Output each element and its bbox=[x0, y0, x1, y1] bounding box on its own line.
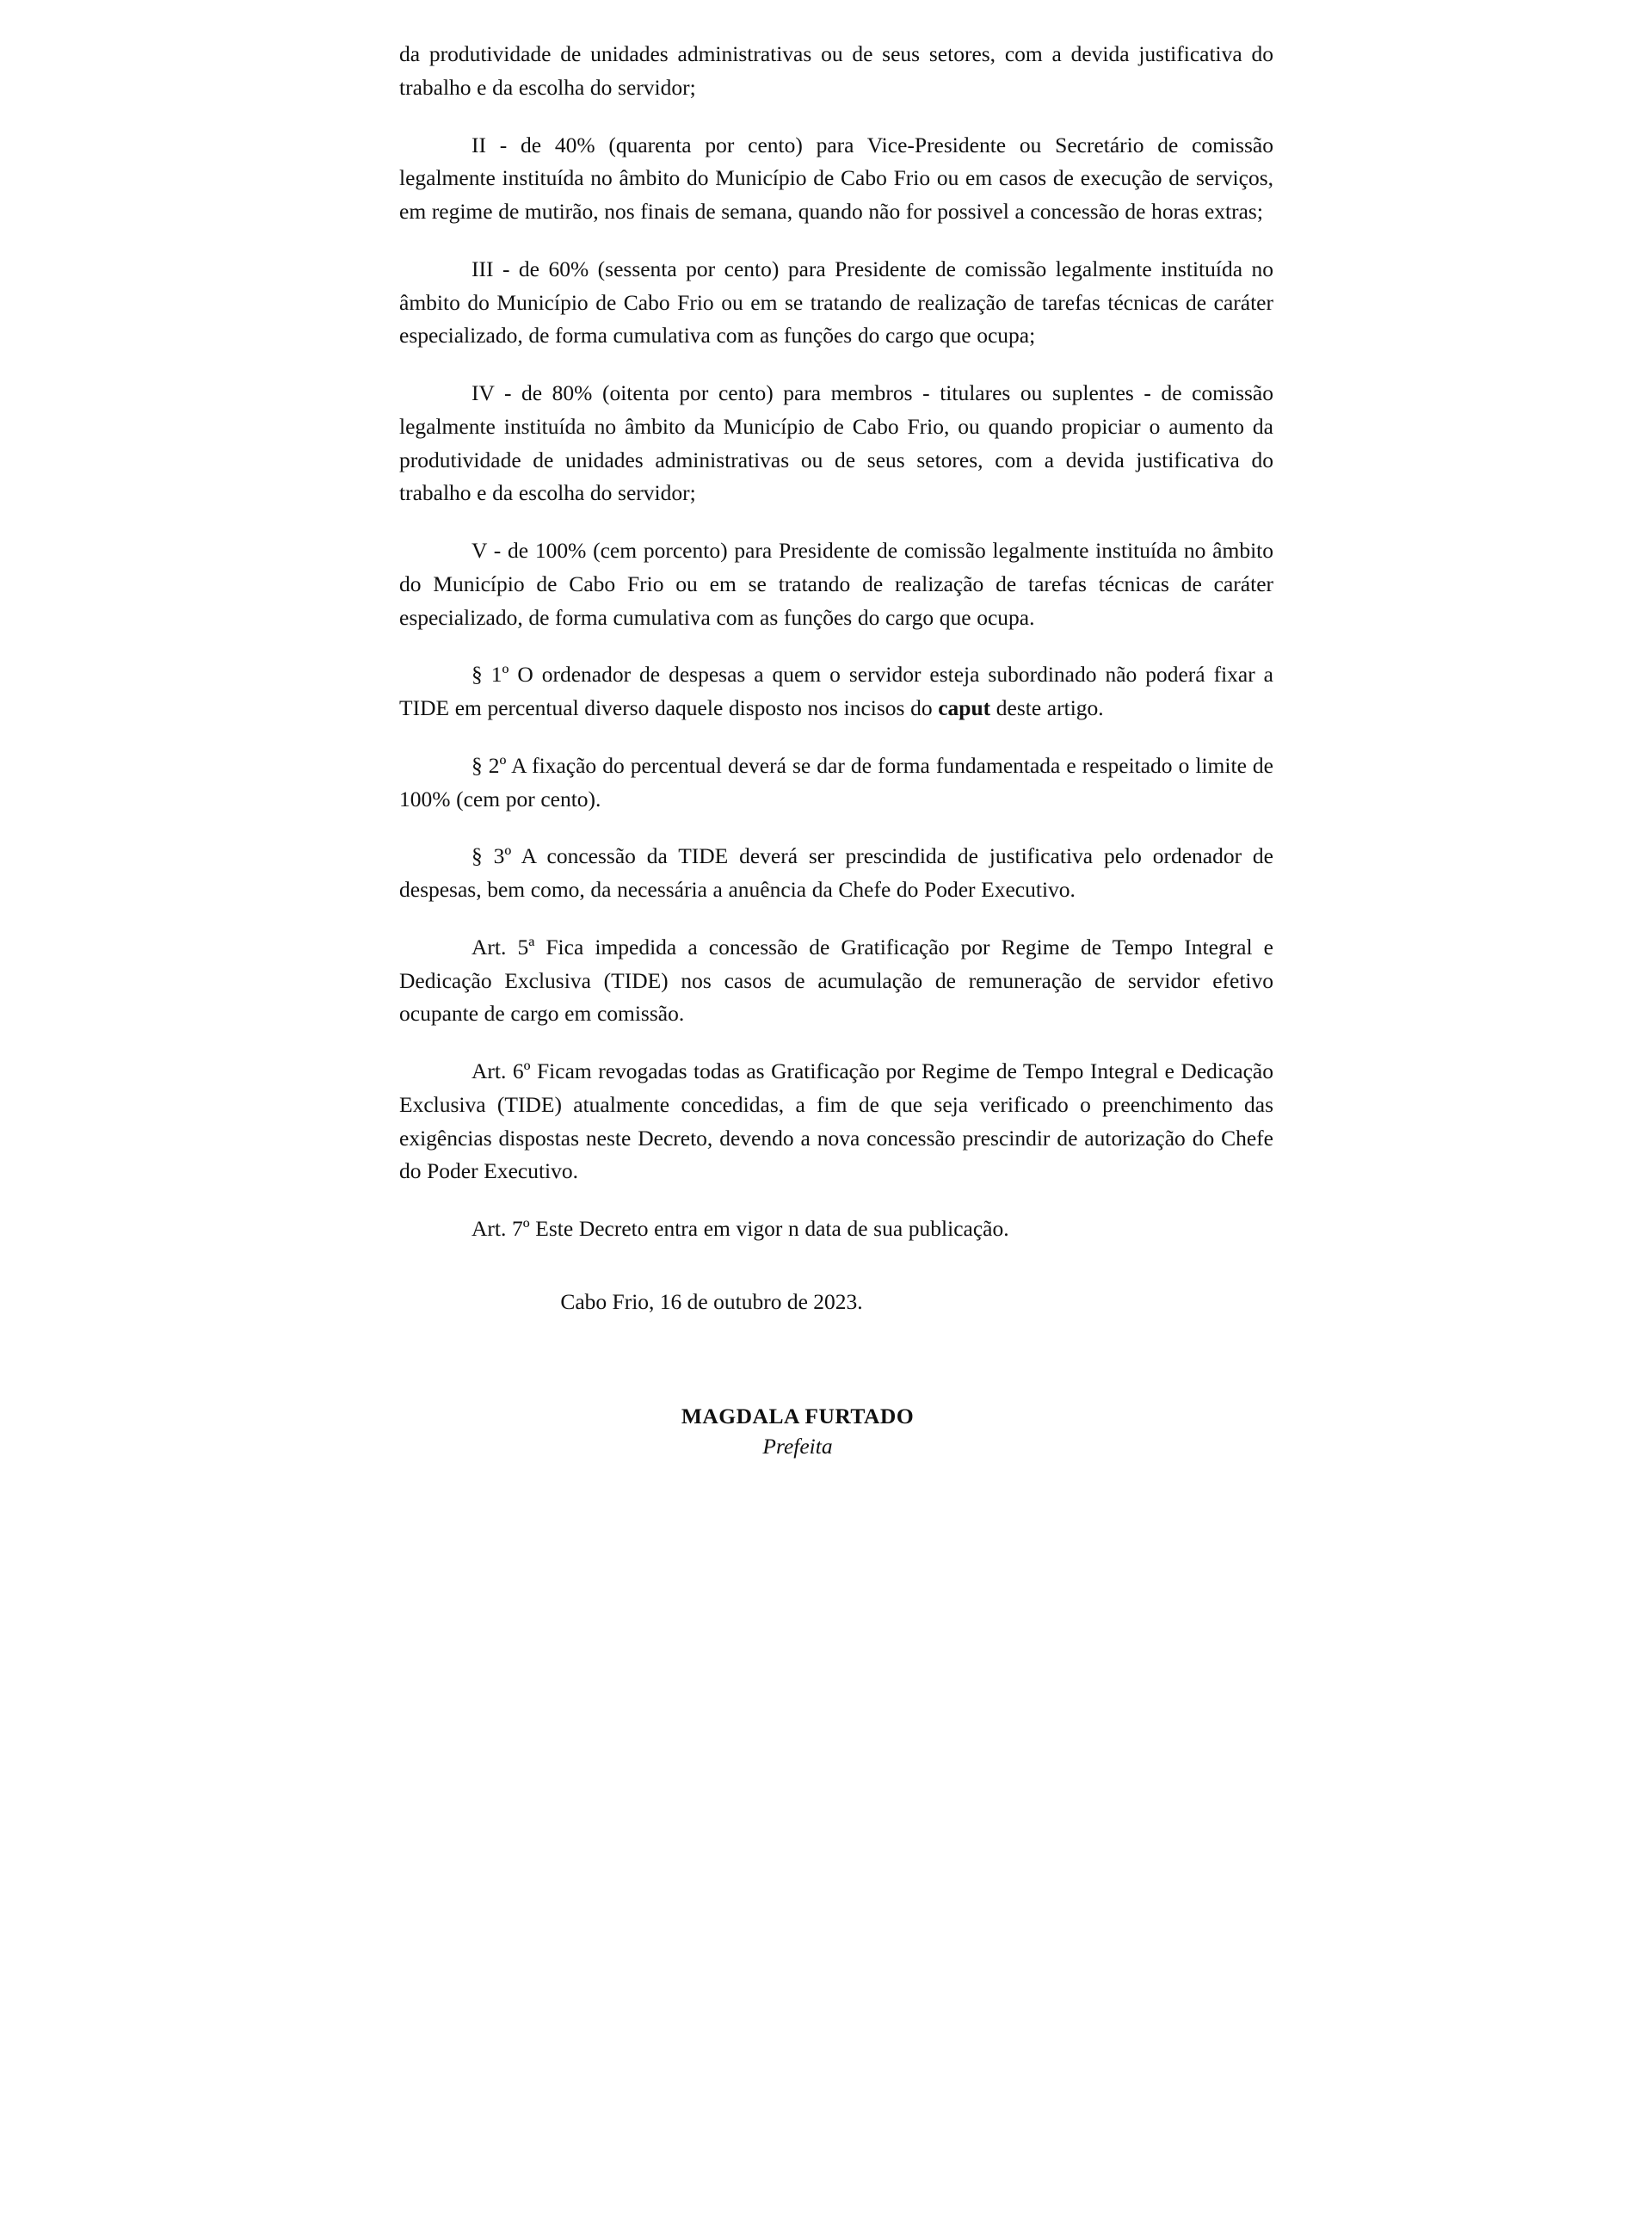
paragraph-artigo-6: Art. 6º Ficam revogadas todas as Gratificação por Regime de Tempo Integral e Dedicação Exclusiva (TIDE) atualmente concedidas, a fim de que seja verificado o preenchimento das exigências dispostas neste Decreto, devendo a nova concessão prescindir de autorização do Chefe do Poder Executivo. bbox=[399, 1058, 1273, 1184]
signature-block bbox=[399, 1402, 1273, 1462]
paragraph-artigo-7: Art. 7º Este Decreto entra em vigor n data de sua publicação. bbox=[472, 1216, 1009, 1241]
document-page bbox=[327, 0, 1325, 2240]
paragraph-inciso-ii: II - de 40% (quarenta por cento) para Vice-Presidente ou Secretário de comissão legalmente instituída no âmbito do Município de Cabo Frio ou em casos de execução de serviços, em regime de mutirão, nos finais de semana, quando não for possivel a concessão de horas extras; bbox=[399, 132, 1273, 224]
paragraph-paragrafo-2: § 2º A fixação do percentual deverá se dar de forma fundamentada e respeitado o limite de 100% (cem por cento). bbox=[399, 752, 1273, 811]
paragraph-inciso-iii: III - de 60% (sessenta por cento) para Presidente de comissão legalmente instituída no âmbito do Município de Cabo Frio ou em se tratando de realização de tarefas técnicas de caráter especializado, de forma cumulativa com as funções do cargo que ocupa; bbox=[399, 256, 1273, 349]
paragrafo-1-caput-emphasis: caput bbox=[938, 695, 991, 720]
paragraph-paragrafo-1 bbox=[399, 658, 1273, 725]
document-date-line: Cabo Frio, 16 de outubro de 2023. bbox=[560, 1288, 863, 1314]
paragraph-inciso-v: V - de 100% (cem porcento) para Presidente de comissão legalmente instituída no âmbito do Município de Cabo Frio ou em se tratando de realização de tarefas técnicas de caráter especializado, de forma cumulativa com as funções do cargo que ocupa. bbox=[399, 538, 1273, 630]
paragrafo-1-text-before: § 1º O ordenador de despesas a quem o servidor esteja subordinado não poderá fixar a TIDE em percentual diverso daquele disposto nos incisos do bbox=[399, 662, 1273, 720]
signatory-name: MAGDALA FURTADO bbox=[681, 1403, 915, 1429]
paragraph-paragrafo-3: § 3º A concessão da TIDE deverá ser prescindida de justificativa pelo ordenador de despesas, bem como, da necessária a anuência da Chefe do Poder Executivo. bbox=[399, 843, 1273, 902]
paragraph-continuation-inciso-i: da produtividade de unidades administrativas ou de seus setores, com a devida justificativa do trabalho e da escolha do servidor; bbox=[399, 41, 1273, 100]
signatory-role: Prefeita bbox=[762, 1433, 833, 1459]
paragraph-inciso-iv: IV - de 80% (oitenta por cento) para membros - titulares ou suplentes - de comissão legalmente instituída no âmbito da Município de Cabo Frio, ou quando propiciar o aumento da produtividade de unidades administrativas ou de seus setores, com a devida justificativa do trabalho e da escolha do servidor; bbox=[399, 380, 1273, 506]
document-body bbox=[399, 38, 1273, 1462]
paragraph-artigo-5: Art. 5ª Fica impedida a concessão de Gratificação por Regime de Tempo Integral e Dedicação Exclusiva (TIDE) nos casos de acumulação de remuneração de servidor efetivo ocupante de cargo em comissão. bbox=[399, 934, 1273, 1027]
paragrafo-1-text-after: deste artigo. bbox=[990, 695, 1104, 720]
